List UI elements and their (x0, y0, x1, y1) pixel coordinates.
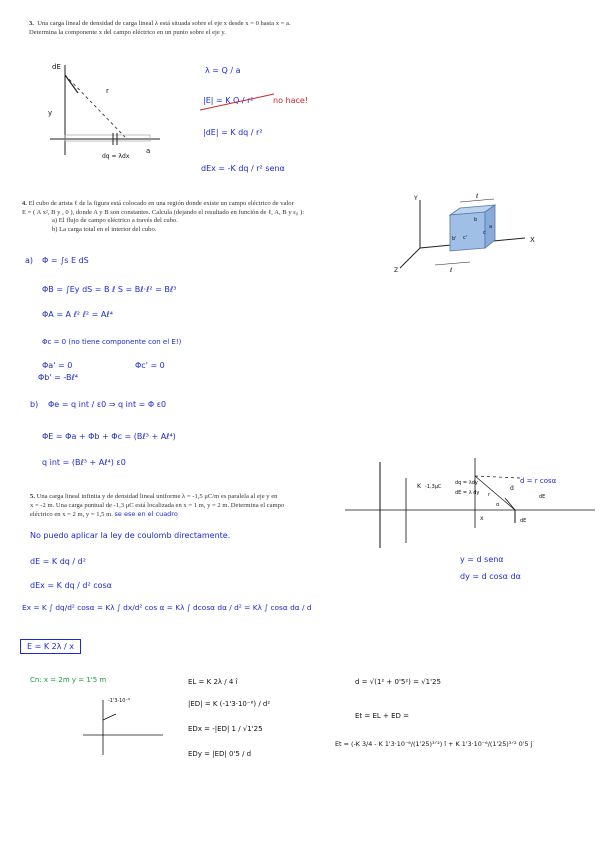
fig5-r-line (475, 476, 515, 510)
sol4-phi: Φ = ∫s E dS (42, 256, 89, 265)
problem5-number: 5. (30, 493, 35, 500)
fig3-r-line (65, 75, 125, 137)
fig5-dq2: dE = λ dy (455, 490, 480, 496)
problem4-statement (22, 200, 352, 234)
fig5-k: K (417, 483, 421, 490)
problem4-number: 4. (22, 200, 27, 207)
sol5-y: y = d senα (460, 555, 504, 564)
problem5-line2: x = -2 m. Una carga puntual de -1,3 μC está localizada en x = 1 m, y = 2 m. Determina el campo (30, 501, 285, 509)
fig3-dq-label: dq = λdx (102, 153, 130, 160)
sol5-EDy: EDy = |ED| 0'5 / d (188, 750, 252, 758)
fig4-bprime: b' (452, 236, 457, 242)
fig4-c: c (483, 230, 486, 236)
sol4-a-label: a) (25, 256, 34, 265)
sol4-phiC: Φc = 0 (no tiene componente con el E!) (42, 338, 182, 346)
problem3-number: 3. (29, 20, 34, 27)
sol5-data: Cn: x = 2m y = 1'5 m (30, 676, 107, 684)
sol5-EL: EL = K 2λ / 4 î (188, 678, 238, 686)
sol5-dE: dE = K dq / d² (30, 557, 86, 566)
figure-problem3 (40, 55, 170, 175)
sol4-total: ΦE = Φa + Φb + Φc = (Bℓ³ + Aℓ⁴) (42, 432, 176, 441)
fig5-dE-comp (505, 498, 515, 510)
figure-problem5-small (78, 690, 168, 760)
problem4-line1: El cubo de arista ℓ de la figura está colocado en una región donde existe un campo eléctrico de valor (28, 200, 294, 207)
fig5-dq: dq = λdy (455, 480, 478, 486)
fig5-dashed-top (475, 476, 520, 478)
fig4-y-label: Y (414, 195, 418, 202)
sol4-phiB: ΦB = ∫Ey dS = B ℓ S = Bℓ·ℓ² = Bℓ³ (42, 285, 177, 294)
fig3-de-vector (65, 75, 78, 93)
sol5-Ex: Ex = K ∫ dq/d² cosα = Kλ ∫ dx/d² cos α = Kλ ∫ dcosα dα / d² = Kλ ∫ cosα dα / d (22, 603, 312, 612)
sol5-ED: |ED| = K (-1'3·10⁻⁶) / d² (188, 700, 271, 708)
sol5-dval: d = √(1² + 0'5²) = √1'25 (355, 678, 441, 686)
sol5-result: E = K 2λ / x (20, 639, 81, 654)
fig4-z-axis (400, 248, 420, 268)
sol3-strike (198, 90, 278, 114)
fig4-cube-front (450, 212, 485, 251)
sol5-dEx: dEx = K dq / d² cosα (30, 581, 112, 590)
sol5-Efinal: Et = (-K 3/4 - K 1'3·10⁻⁶/(1'25)³ᐟ²) î + K 1'3·10⁻⁶/(1'25)³ᐟ² 0'5 ĵ (335, 740, 533, 748)
problem4-item-b: b) La carga total en el interior del cubo. (52, 225, 157, 233)
fig3-line-charge (65, 135, 150, 141)
fig3-de-label: dE (52, 63, 61, 71)
fig5-eqd: d = r cosα (520, 477, 557, 485)
sol3-strike-line (200, 94, 274, 110)
sol5-Et: Et = EL + ED = (355, 712, 410, 720)
fig4-z-label: Z (394, 267, 399, 274)
sol4-phiC2: Φc' = 0 (135, 361, 165, 370)
fig5-r: r (488, 492, 491, 498)
sol4-phiB2: Φb' = -Bℓ⁴ (38, 373, 78, 382)
problem4-line2: E = ( A x², B y , 0 ), donde A y B son constantes. Calcula (dejando el resultado en función de ℓ, A, B y ε₀ ): (22, 208, 305, 216)
fig3-a-label: a (146, 147, 151, 155)
problem5-line3: eléctrico en x = 2 m, y = 1,5 m. (30, 511, 113, 519)
problem5-statement (30, 493, 330, 520)
fig4-x-label: X (530, 236, 535, 244)
fig5s-label: -1'3·10⁻⁶ (108, 698, 131, 704)
sol3-dE: |dE| = K dq / r² (203, 128, 263, 137)
fig5-alpha: α (496, 502, 500, 508)
sol5-intro: No puedo aplicar la ley de coulomb directamente. (30, 531, 231, 540)
fig4-cprime: c' (463, 235, 468, 241)
sol4-qint: q int = (Bℓ³ + Aℓ⁴) ε0 (42, 458, 126, 467)
fig5-x: x (480, 515, 484, 522)
problem3-statement (29, 20, 569, 37)
sol3-lambda: λ = Q / a (205, 66, 241, 75)
problem5-line1: Una carga lineal infinita y de densidad lineal uniforme λ = -1,5 μC/m es paralela al eje y en (36, 493, 278, 500)
problem4-item-a: a) El flujo de campo eléctrico a través del cubo. (52, 217, 178, 225)
sol3-note: no hace! (273, 96, 309, 105)
fig4-l-bottom: ℓ (450, 267, 453, 274)
fig4-b: b (474, 217, 478, 223)
sol4-gauss: Φe = q int / ε0 ⇒ q int = Φ ε0 (48, 400, 167, 409)
sol5-EDx: EDx = -|ED| 1 / √1'25 (188, 725, 263, 733)
sol4-phiA2: Φa' = 0 (42, 361, 73, 370)
fig4-l-top: ℓ (476, 193, 479, 200)
sol5-dy: dy = d cosα dα (460, 572, 521, 581)
fig4-a: a (489, 224, 493, 230)
fig3-r-label: r (106, 87, 109, 95)
problem3-line1: Una carga lineal de densidad de carga lineal λ está situada sobre el eje x desde x = 0 hasta x = a. (37, 20, 291, 27)
fig5-deriv: dE (539, 494, 546, 500)
fig4-l-bottom-dim (435, 262, 470, 265)
problem5-note: se ese en el cuadro (114, 510, 178, 519)
sol4-b-label: b) (30, 400, 39, 409)
figure-problem5 (340, 448, 600, 560)
fig3-y-label: y (48, 109, 53, 117)
fig5s-vector (103, 714, 116, 720)
fig5-d: d (510, 485, 514, 492)
sol4-phiA: ΦA = A ℓ² ℓ² = Aℓ⁴ (42, 310, 113, 319)
problem3-line2: Determina la componente x del campo eléctrico en un punto sobre el eje y. (29, 28, 226, 36)
fig5-charge: -1,3μC (425, 484, 442, 490)
sol3-modE: |E| = K Q / r² (203, 96, 254, 105)
fig5-dE: dE (520, 518, 527, 524)
figure-problem4-cube (390, 190, 550, 280)
sol3-dEx: dEx = -K dq / r² senα (201, 164, 285, 173)
